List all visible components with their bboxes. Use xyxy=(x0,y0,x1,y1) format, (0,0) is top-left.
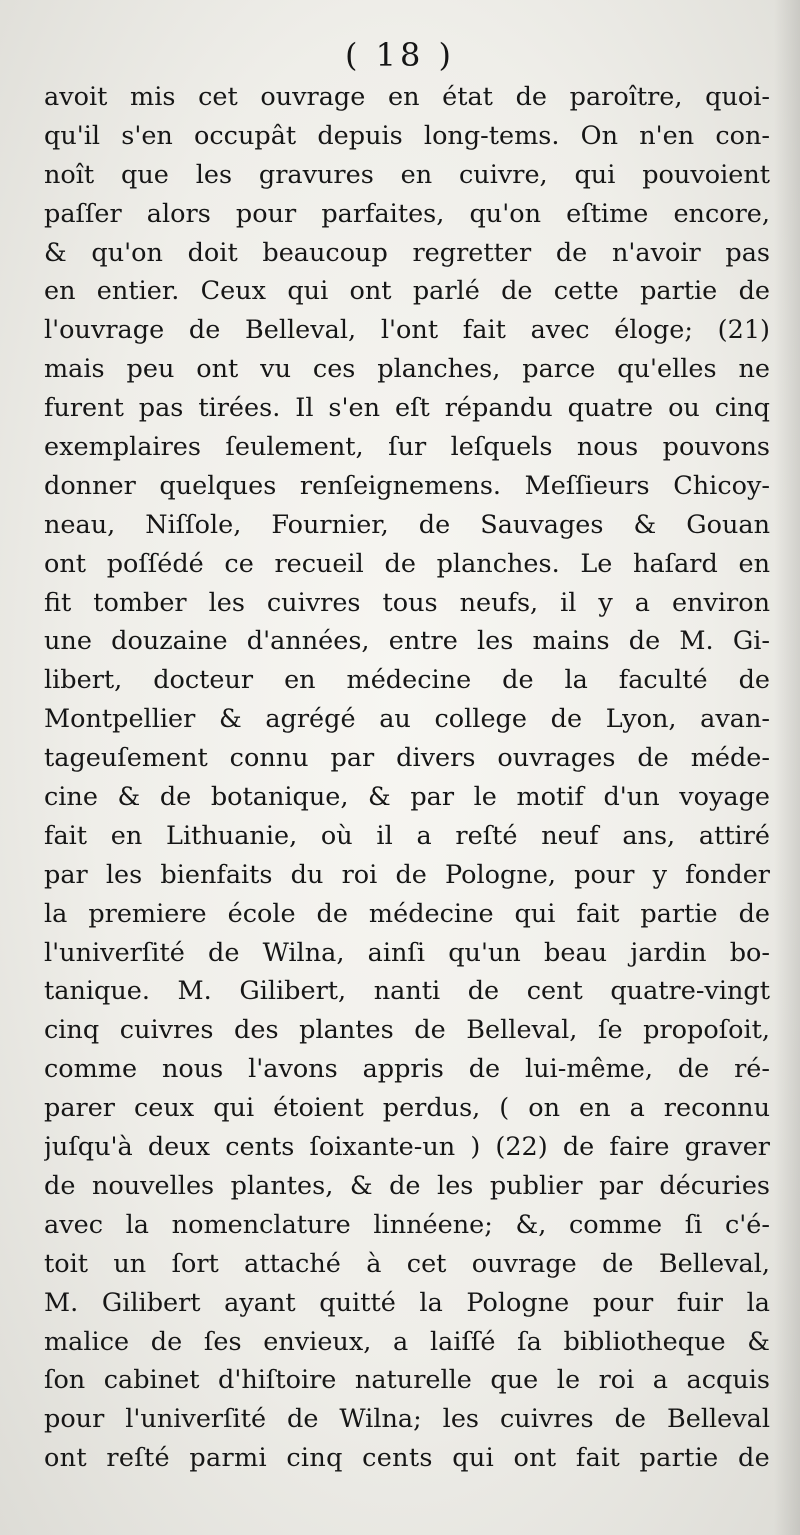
text-line: qu'il s'en occupât depuis long-tems. On n'en con- xyxy=(44,120,770,151)
body-text xyxy=(44,78,770,1478)
text-line: pour l'univerſité de Wilna; les cuivres de Belleval xyxy=(44,1404,770,1435)
text-line: exemplaires ſeulement, ſur leſquels nous pouvons xyxy=(44,432,770,463)
text-line: mais peu ont vu ces planches, parce qu'elles ne xyxy=(44,354,770,385)
text-line: ont reſté parmi cinq cents qui ont fait partie de xyxy=(44,1443,770,1474)
text-line: noît que les gravures en cuivre, qui pouvoient xyxy=(44,159,770,190)
text-line: ont poſſédé ce recueil de planches. Le haſard en xyxy=(44,548,770,579)
text-line: cinq cuivres des plantes de Belleval, ſe propoſoit, xyxy=(44,1015,770,1046)
text-line: toit un ſort attaché à cet ouvrage de Belleval, xyxy=(44,1248,770,1279)
text-line: ſon cabinet d'hiſtoire naturelle que le roi a acquis xyxy=(44,1365,770,1396)
text-line: comme nous l'avons appris de lui-même, de ré- xyxy=(44,1054,770,1085)
text-line: avoit mis cet ouvrage en état de paroître, quoi- xyxy=(44,82,770,112)
text-line: libert, docteur en médecine de la faculté de xyxy=(44,665,770,696)
text-line: la premiere école de médecine qui fait partie de xyxy=(44,898,770,929)
text-line: paſſer alors pour parfaites, qu'on eſtime encore, xyxy=(44,198,770,229)
text-line: par les bienfaits du roi de Pologne, pour y fonder xyxy=(44,859,770,890)
text-line: juſqu'à deux cents ſoixante-un ) (22) de faire graver xyxy=(44,1132,770,1163)
text-line: donner quelques renſeignemens. Meſſieurs Chicoy- xyxy=(44,470,770,501)
page-number: ( 18 ) xyxy=(344,36,456,74)
text-line: l'univerſité de Wilna, ainſi qu'un beau jardin bo- xyxy=(44,937,770,968)
text-line: parer ceux qui étoient perdus, ( on en a reconnu xyxy=(44,1093,770,1124)
text-line: une douzaine d'années, entre les mains de M. Gi- xyxy=(44,626,770,657)
text-line: tanique. M. Gilibert, nanti de cent quatre-vingt xyxy=(44,976,770,1007)
text-line: & qu'on doit beaucoup regretter de n'avoir pas xyxy=(44,237,770,268)
text-line: l'ouvrage de Belleval, l'ont fait avec éloge; (21) xyxy=(44,315,770,346)
text-line: avec la nomenclature linnéene; &, comme ſi c'é- xyxy=(44,1209,770,1240)
text-line: neau, Niſſole, Fournier, de Sauvages & Gouan xyxy=(44,509,770,540)
text-line: fit tomber les cuivres tous neufs, il y a environ xyxy=(44,587,770,618)
text-line: M. Gilibert ayant quitté la Pologne pour fuir la xyxy=(44,1287,770,1318)
text-line: malice de ſes envieux, a laiſſé ſa bibliotheque & xyxy=(44,1326,770,1357)
text-line: tageuſement connu par divers ouvrages de méde- xyxy=(44,743,770,774)
page-edge-shadow xyxy=(774,0,800,1535)
text-line: furent pas tirées. Il s'en eſt répandu quatre ou cinq xyxy=(44,393,770,424)
text-line: fait en Lithuanie, où il a reſté neuf ans, attiré xyxy=(44,820,770,851)
text-line: cine & de botanique, & par le motif d'un voyage xyxy=(44,782,770,813)
text-line: en entier. Ceux qui ont parlé de cette partie de xyxy=(44,276,770,307)
text-line: de nouvelles plantes, & de les publier par décuries xyxy=(44,1170,770,1201)
text-line: Montpellier & agrégé au college de Lyon, avan- xyxy=(44,704,770,735)
